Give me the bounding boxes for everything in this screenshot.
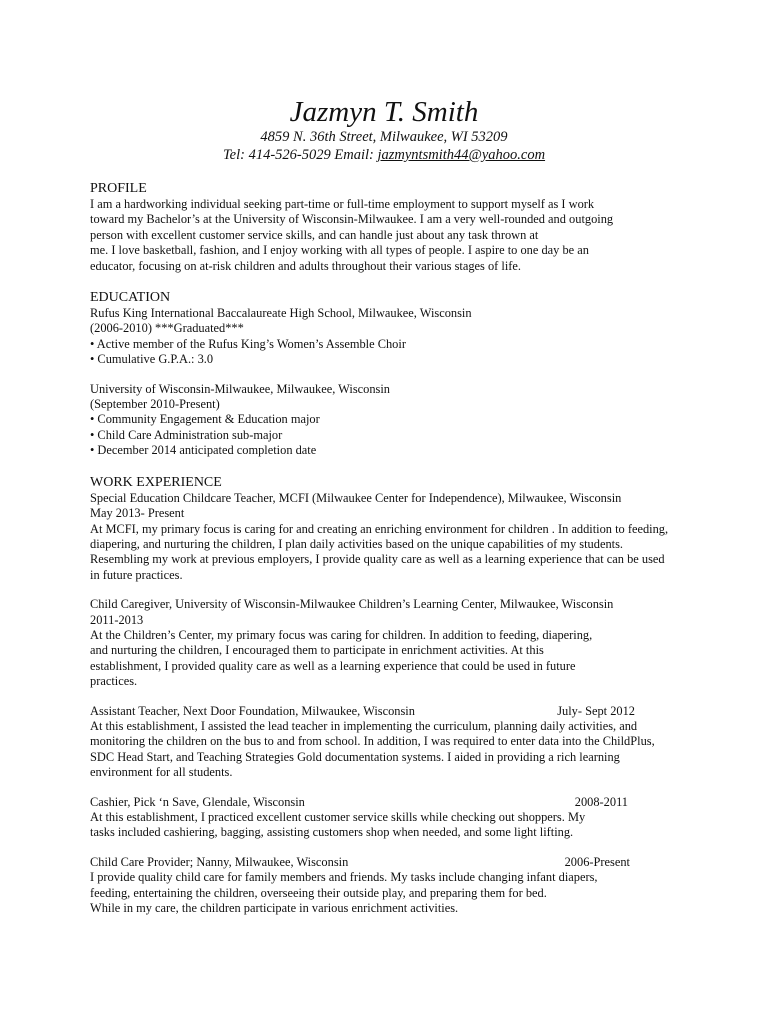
resume-body xyxy=(90,180,690,916)
education-bullet: • Community Engagement & Education major xyxy=(90,412,320,427)
job-dates: May 2013- Present xyxy=(90,506,185,521)
education-bullet: • Cumulative G.P.A.: 3.0 xyxy=(90,352,214,367)
job-dates: July- Sept 2012 xyxy=(557,703,635,718)
job-description-line: establishment, I provided quality care as well as a learning experience that could be used in future xyxy=(90,658,576,673)
section-title-work: WORK EXPERIENCE xyxy=(90,474,222,490)
job-description-line: in future practices. xyxy=(90,567,183,582)
candidate-name: Jazmyn T. Smith xyxy=(289,96,479,128)
job-description-line: While in my care, the children participate in various enrichment activities. xyxy=(90,901,459,916)
section-title-education: EDUCATION xyxy=(90,290,171,306)
job-description-line: practices. xyxy=(90,674,138,689)
phone-email-label: Tel: 414-526-5029 Email: xyxy=(222,147,378,163)
school-name: Rufus King International Baccalaureate High School, Milwaukee, Wisconsin xyxy=(90,306,472,321)
job-description-line: environment for all students. xyxy=(90,765,233,780)
school-dates: (September 2010-Present) xyxy=(90,397,220,412)
job-heading-row xyxy=(90,704,690,719)
work-section xyxy=(90,474,690,917)
address: 4859 N. 36th Street, Milwaukee, WI 53209 xyxy=(260,129,508,145)
job-heading-row xyxy=(90,855,690,870)
job-heading-row xyxy=(90,795,690,810)
job-heading: Cashier, Pick ‘n Save, Glendale, Wisconsin xyxy=(90,794,305,809)
profile-section xyxy=(90,180,690,274)
job-description-line: SDC Head Start, and Teaching Strategies Gold documentation systems. I aided in providing a rich learning xyxy=(90,749,620,764)
job-dates: 2006-Present xyxy=(564,854,630,869)
education-bullet: • Child Care Administration sub-major xyxy=(90,427,283,442)
job-entry xyxy=(90,704,690,781)
job-description-line: At this establishment, I assisted the lead teacher in implementing the curriculum, planning daily activities, and xyxy=(90,718,638,733)
school-name: University of Wisconsin-Milwaukee, Milwaukee, Wisconsin xyxy=(90,381,390,396)
contact-line xyxy=(0,146,768,164)
email-link[interactable]: jazmyntsmith44@yahoo.com xyxy=(377,147,546,163)
job-description-line: feeding, entertaining the children, overseeing their outside play, and preparing them for bed. xyxy=(90,885,547,900)
job-description-line: At this establishment, I practiced excellent customer service skills while checking out shoppers. My xyxy=(90,810,586,824)
job-description-line: At the Children’s Center, my primary focus was caring for children. In addition to feeding, diapering, xyxy=(90,627,593,642)
job-description-line: Resembling my work at previous employers, I provide quality care as well as a learning experience that can be used xyxy=(90,552,665,567)
job-description-line: and nurturing the children, I encouraged them to participate in enrichment activities. At this xyxy=(90,643,544,658)
job-dates: 2008-2011 xyxy=(574,794,628,809)
job-entry xyxy=(90,597,690,689)
job-entry xyxy=(90,795,690,841)
job-heading: Assistant Teacher, Next Door Foundation, Milwaukee, Wisconsin xyxy=(90,703,415,718)
job-description-line: I provide quality child care for family members and friends. My tasks include changing infant diapers, xyxy=(90,870,598,885)
profile-line: I am a hardworking individual seeking part-time or full-time employment to support myself as I work xyxy=(90,197,595,211)
job-heading: Child Caregiver, University of Wisconsin-Milwaukee Children’s Learning Center, Milwaukee, Wisconsin xyxy=(90,597,614,612)
resume-header xyxy=(0,96,768,164)
job-dates: 2011-2013 xyxy=(90,612,144,627)
profile-line: educator, focusing on at-risk children and adults throughout their various stages of life. xyxy=(90,258,521,273)
education-bullet: • December 2014 anticipated completion date xyxy=(90,443,317,458)
profile-line: person with excellent customer service skills, and can handle just about any task thrown at xyxy=(90,227,539,242)
education-bullet: • Active member of the Rufus King’s Women’s Assemble Choir xyxy=(90,336,406,351)
job-description-line: tasks included cashiering, bagging, assisting customers shop when needed, and some light lifting. xyxy=(90,825,574,840)
job-entry xyxy=(90,855,690,917)
job-heading: Child Care Provider; Nanny, Milwaukee, Wisconsin xyxy=(90,854,349,869)
profile-line: toward my Bachelor’s at the University of Wisconsin-Milwaukee. I am a very well-rounded and outgoing xyxy=(90,212,614,227)
job-description-line: At MCFI, my primary focus is caring for and creating an enriching environment for children . In addition to feeding, xyxy=(90,521,669,536)
profile-line: me. I love basketball, fashion, and I enjoy working with all types of people. I aspire to one day be an xyxy=(90,243,589,258)
job-entry xyxy=(90,491,690,583)
job-heading: Special Education Childcare Teacher, MCFI (Milwaukee Center for Independence), Milwaukee, Wisconsin xyxy=(90,490,622,505)
job-description-line: monitoring the children on the bus to and from school. In addition, I was required to enter data into the ChildPlus, xyxy=(90,734,655,749)
section-title-profile: PROFILE xyxy=(90,181,147,196)
education-section xyxy=(90,289,690,459)
school-dates: (2006-2010) ***Graduated*** xyxy=(90,321,244,336)
job-description-line: diapering, and nurturing the children, I plan daily activities based on the unique capabilities of my students. xyxy=(90,536,624,551)
